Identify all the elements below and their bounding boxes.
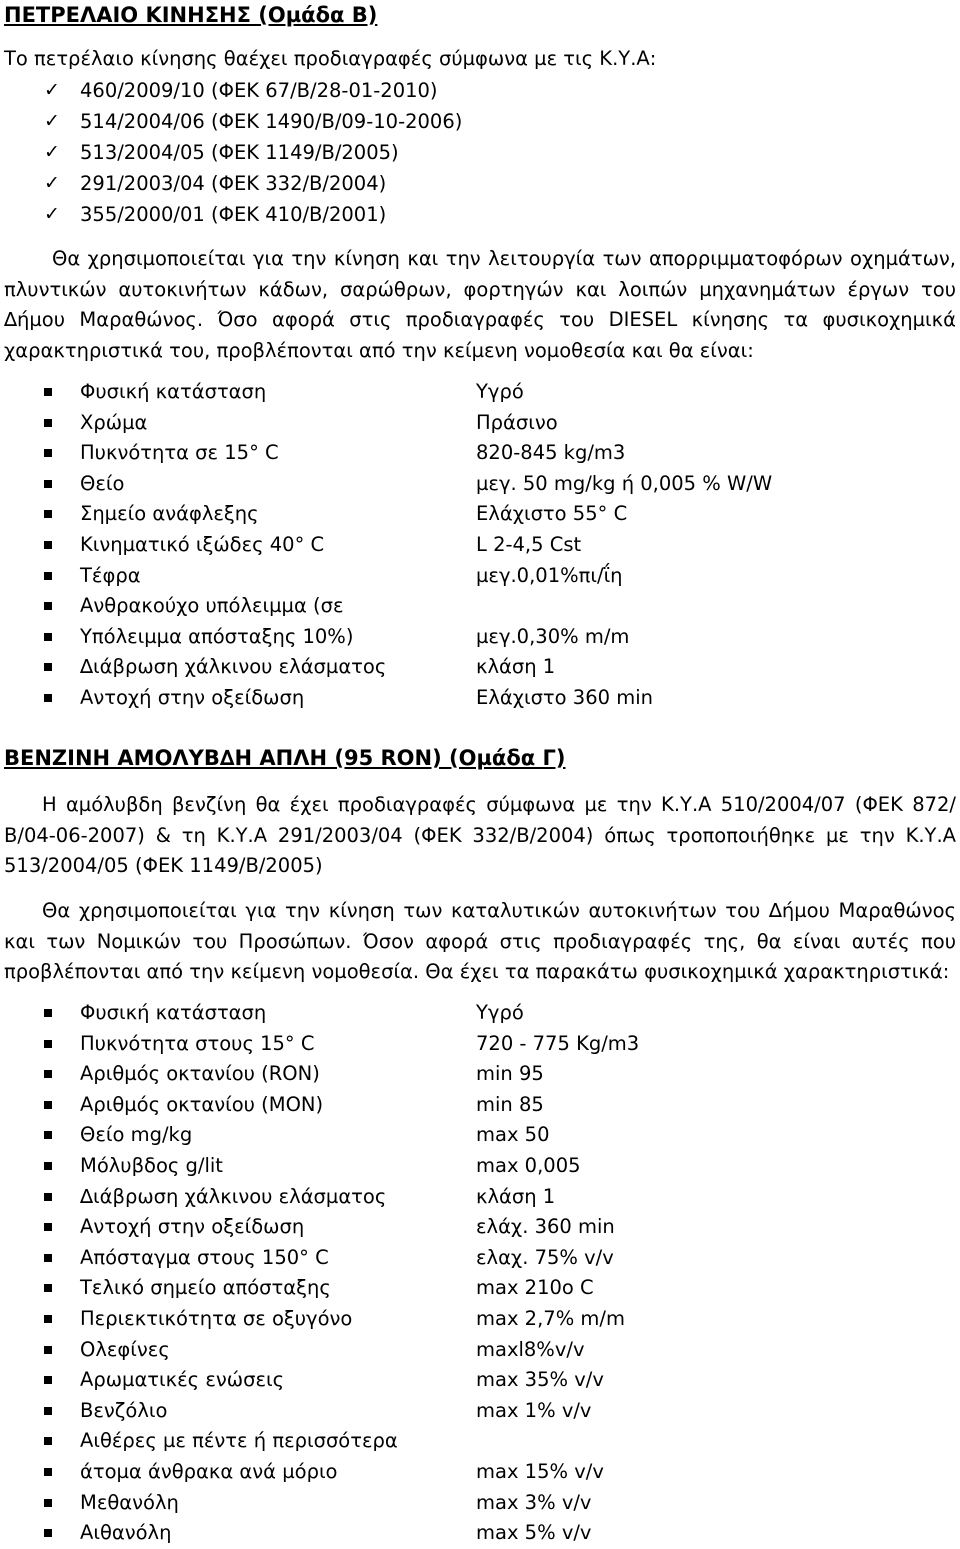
square-bullet-icon [44, 1468, 52, 1476]
section-title-unleaded: ΒΕΝΖΙΝΗ ΑΜΟΛΥΒ∆Η ΑΠΛΗ (95 RON) (Οµάδα Γ) [4, 746, 566, 770]
square-bullet-icon [44, 1101, 52, 1109]
diesel-description: Θα χρησιµοποιείται για την κίνηση και την λειτουργία των απορριµµατοφόρων οχηµάτων, πλυντικών αυτοκινήτων κάδων, σαρώθρων, φορτηγών και λοιπών µηχανηµάτων έργων του ∆ήµου Μαραθώνος. Όσο αφορά στις προδιαγραφές του DIESEL κίνησης τα φυσικοχηµικά χαρακτηριστικά του, προβλέπονται από την κείµενη νοµοθεσία και θα είναι: [4, 247, 956, 362]
square-bullet-icon [44, 694, 52, 702]
square-bullet-icon [44, 1437, 52, 1445]
unleaded-intro: Η αµόλυβδη βενζίνη θα έχει προδιαγραφές σύµφωνα µε την Κ.Υ.Α 510/2004/07 (ΦΕΚ 872/Β/04-06-2007) & τη Κ.Υ.Α 291/2003/04 (ΦΕΚ 332/Β/2004) όπως τροποποιήθηκε µε την Κ.Υ.Α 513/2004/05 (ΦΕΚ 1149/Β/2005) [4, 793, 956, 877]
square-bullet-icon [44, 633, 52, 641]
square-bullet-icon [44, 510, 52, 518]
checkmark-icon: ✓ [44, 172, 60, 194]
square-bullet-icon [44, 1346, 52, 1354]
square-bullet-icon [44, 541, 52, 549]
diesel-intro: Το πετρέλαιο κίνησης θαέχει προδιαγραφές σύµφωνα µε τις Κ.Υ.Α: [4, 47, 657, 70]
square-bullet-icon [44, 663, 52, 671]
square-bullet-icon [44, 602, 52, 610]
square-bullet-icon [44, 419, 52, 427]
square-bullet-icon [44, 572, 52, 580]
square-bullet-icon [44, 1070, 52, 1078]
checkmark-icon: ✓ [44, 79, 60, 101]
square-bullet-icon [44, 1529, 52, 1537]
checkmark-icon: ✓ [44, 203, 60, 225]
square-bullet-icon [44, 1284, 52, 1292]
square-bullet-icon [44, 449, 52, 457]
square-bullet-icon [44, 1407, 52, 1415]
square-bullet-icon [44, 480, 52, 488]
document-page: ΠΕΤΡΕΛΑΙΟ ΚΙΝΗΣΗΣ (Οµάδα Β) Το πετρέλαιο κίνησης θαέχει προδιαγραφές σύµφωνα µε τις Κ.Υ.Α: ✓ 460/2009/10 (ΦΕΚ 67/Β/28-01-2010) ✓ 514/2004/06 (ΦΕΚ 1490/Β/09-10-2006) ✓ 513/2004/05 (ΦΕΚ 1149/Β/2005) ✓ 291/2003/04 (ΦΕΚ 332/Β/2004) ✓ 355/2000/01 (ΦΕΚ 410/Β/2001) Θα χρησιµοποιείται για την κίνηση και την λειτουργία των απορριµµατοφόρων οχηµάτων, πλυντικών αυτοκινήτων κάδων, σαρώθρων, φορτηγών και λοιπών µηχανηµάτων έργων του ∆ήµου Μαραθώνος. Όσο αφορά στις προδιαγραφές του DIESEL κίνησης τα φυσικοχηµικά χαρακτηριστικά του, προβλέπονται από την κείµενη νοµοθεσία και θα είναι: Φυσική κατάσταση Υγρό Χρώµα Πράσινο Πυκνότητα σε 15° C 820-845 kg/m3 Θείο µεγ. 50 mg/kg ή 0,005 % W/W Σηµείο ανάφλεξης Ελάχιστο 55° C Κινηµατικό ιξώδες 40° C L 2-4,5 Cst Τέφρα µεγ.0,01%πι/ΐη Ανθρακούχο υπόλειµµα (σε Υπόλειµµα απόσταξης 10%) µεγ.0,30% m/m ∆ιάβρωση χάλκινου ελάσµατος κλάση 1 Αντοχή στην οξείδωση Ελάχιστο 360 min ΒΕΝΖΙΝΗ ΑΜΟΛΥΒ∆Η ΑΠΛΗ (95 RON) (Οµάδα Γ) Η αµόλυβδη βενζίνη θα έχει προδιαγραφές σύµφωνα µε την Κ.Υ.Α 510/2004/07 (ΦΕΚ 872/Β/04-06-2007) & τη Κ.Υ.Α 291/2003/04 (ΦΕΚ 332/Β/2004) όπως τροποποιήθηκε µε την Κ.Υ.Α 513/2004/05 (ΦΕΚ 1149/Β/2005) Θα χρησιµοποιείται για την κίνηση των καταλυτικών αυτοκινήτων του ∆ήµου Μαραθώνος και των Νοµικών του Προσώπων. Όσον αφορά στις προδιαγραφές της, θα είναι αυτές που προβλέπονται από την κείµενη νοµοθεσία. Θα έχει τα παρακάτω φυσικοχηµικά χαρακτηριστικά: Φυσική κατάσταση Υγρό Πυκνότητα στους 15° C 720 - 775 Kg/m3 Αριθµός οκτανίου (RON) min 95 Αριθµός οκτανίου (MON) min 85 Θείο mg/kg max 50 Μόλυβδος g/lit max 0,005 ∆ιάβρωση χάλκινου ελάσµατος κλάση 1 Αντοχή στην οξείδωση ελάχ. 360 min Απόσταγµα στους 150° C ελαχ. 75% v/v Τελικό σηµείο απόσταξης max 210o C Περιεκτικότητα σε οξυγόνο max 2,7% m/m Ολεφίνες maxl8%v/v Αρωµατικές ενώσεις max 35% v/v Βενζόλιο max 1% v/v Αιθέρες µε πέντε ή περισσότερα άτοµα άνθρακα ανά µόριο max 15% v/v Μεθανόλη max 3% v/v Αιθανόλη max 5% v/v [0, 0, 960, 1549]
square-bullet-icon [44, 1162, 52, 1170]
square-bullet-icon [44, 388, 52, 396]
square-bullet-icon [44, 1193, 52, 1201]
checkmark-icon: ✓ [44, 141, 60, 163]
square-bullet-icon [44, 1376, 52, 1384]
square-bullet-icon [44, 1315, 52, 1323]
square-bullet-icon [44, 1223, 52, 1231]
square-bullet-icon [44, 1131, 52, 1139]
section-title-diesel: ΠΕΤΡΕΛΑΙΟ ΚΙΝΗΣΗΣ (Οµάδα Β) [4, 3, 378, 27]
square-bullet-icon [44, 1254, 52, 1262]
square-bullet-icon [44, 1009, 52, 1017]
square-bullet-icon [44, 1499, 52, 1507]
unleaded-description: Θα χρησιµοποιείται για την κίνηση των καταλυτικών αυτοκινήτων του ∆ήµου Μαραθώνος και των Νοµικών του Προσώπων. Όσον αφορά στις προδιαγραφές της, θα είναι αυτές που προβλέπονται από την κείµενη νοµοθεσία. Θα έχει τα παρακάτω φυσικοχηµικά χαρακτηριστικά: [4, 899, 956, 983]
square-bullet-icon [44, 1040, 52, 1048]
checkmark-icon: ✓ [44, 110, 60, 132]
